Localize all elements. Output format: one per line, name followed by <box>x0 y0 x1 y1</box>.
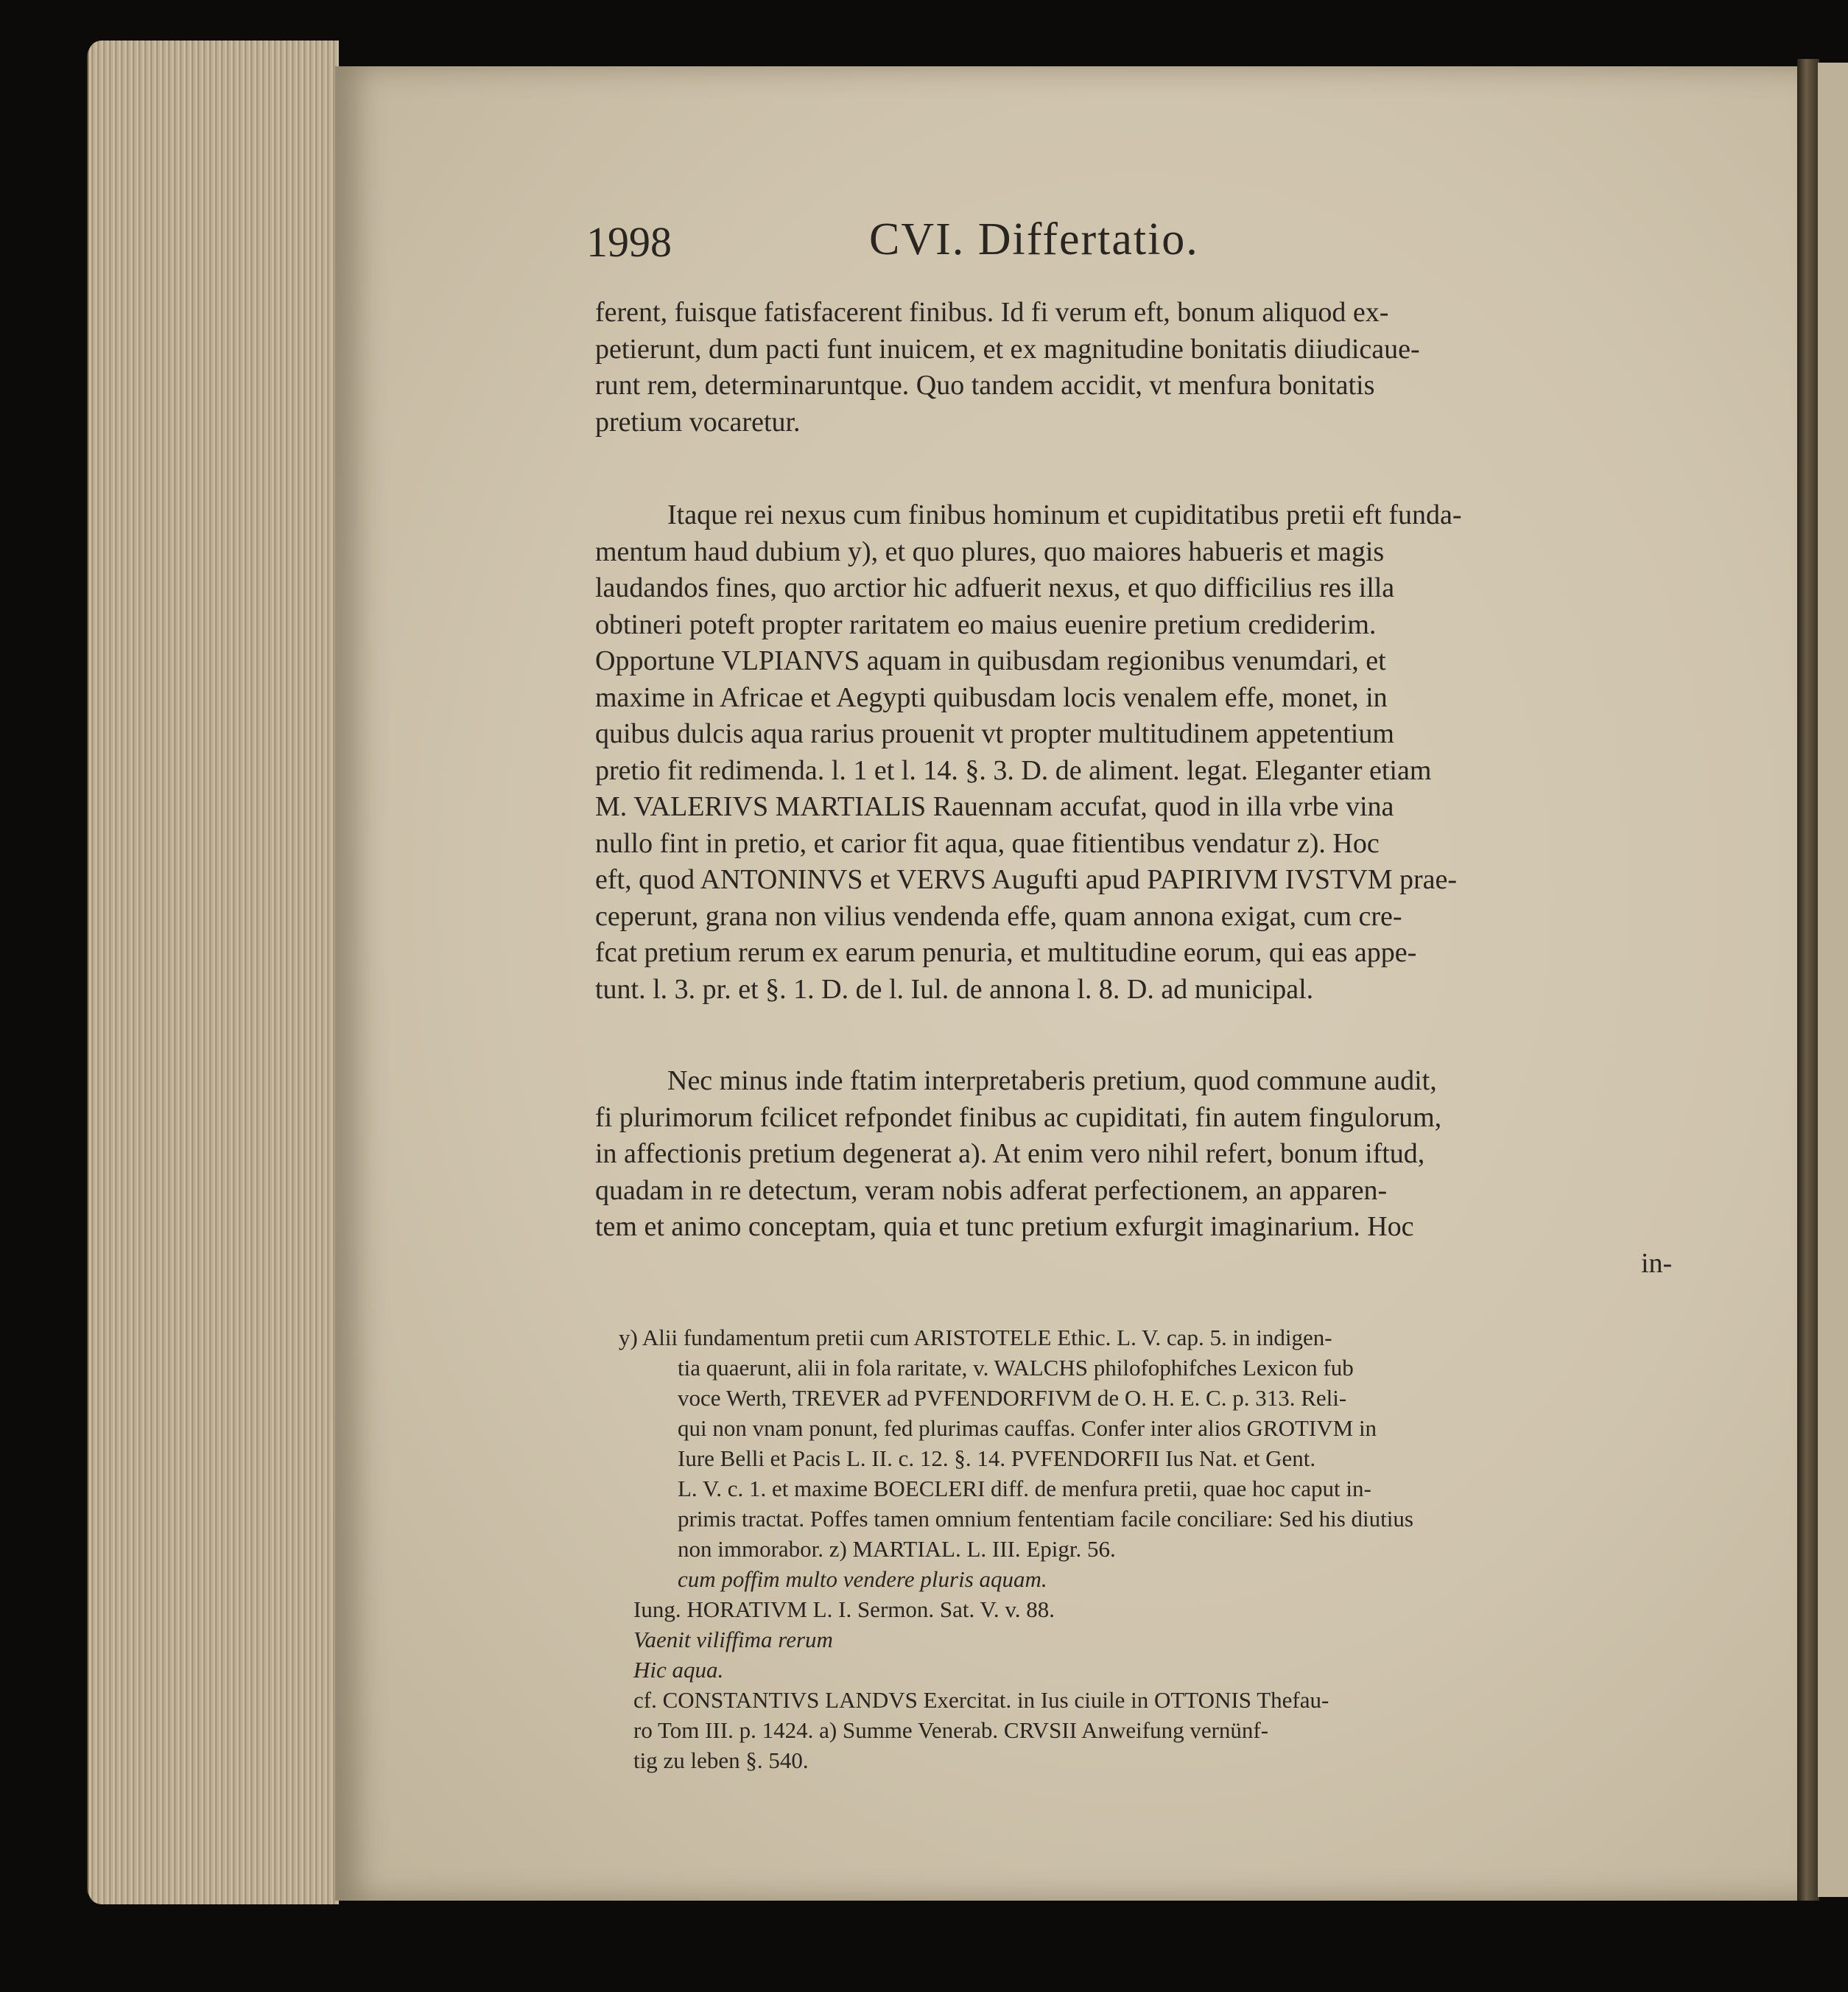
text-line: eft, quod ANTONINVS et VERVS Augufti apud PAPIRIVM IVSTVM prae- <box>595 864 1458 895</box>
text-line: obtineri poteft propter raritatem eo maius euenire pretium crediderim. <box>595 609 1377 640</box>
footnote-line: Hic aqua. <box>633 1657 724 1683</box>
footnote-line: non immorabor. z) MARTIAL. L. III. Epigr. 56. <box>678 1536 1116 1562</box>
text-line: in affectionis pretium degenerat a). At enim vero nihil refert, bonum iftud, <box>595 1138 1425 1169</box>
text-line: maxime in Africae et Aegypti quibusdam locis venalem effe, monet, in <box>595 681 1388 713</box>
footnote-line: qui non vnam ponunt, fed plurimas cauffas. Confer inter alios GROTIVM in <box>678 1415 1377 1441</box>
paragraph-2 <box>595 497 1462 1008</box>
text-line: Opportune VLPIANVS aquam in quibusdam regionibus venumdari, et <box>595 645 1386 676</box>
paragraph-3 <box>595 1063 1441 1246</box>
footnote-line: cf. CONSTANTIVS LANDVS Exercitat. in Ius ciuile in OTTONIS Thefau- <box>633 1687 1329 1713</box>
footnote-line: primis tractat. Poffes tamen omnium fententiam facile conciliare: Sed his diutius <box>678 1506 1413 1532</box>
text-line: pretium vocaretur. <box>595 406 801 438</box>
text-line: Itaque rei nexus cum finibus hominum et cupiditatibus pretii eft funda- <box>667 499 1462 530</box>
footnote-line: cum poffim multo vendere pluris aquam. <box>678 1566 1047 1592</box>
text-line: nullo fint in pretio, et carior fit aqua, quae fitientibus vendatur z). Hoc <box>595 827 1380 859</box>
footnote-line: Vaenit viliffima rerum <box>633 1627 833 1652</box>
text-line: pretio fit redimenda. l. 1 et l. 14. §. 3. D. de aliment. legat. Eleganter etiam <box>595 754 1432 786</box>
text-line: ceperunt, grana non vilius vendenda effe, quam annona exigat, cum cre- <box>595 900 1402 932</box>
text-line: tunt. l. 3. pr. et §. 1. D. de l. Iul. de annona l. 8. D. ad municipal. <box>595 973 1314 1005</box>
catchword: in- <box>1641 1248 1673 1279</box>
text-line: runt rem, determinaruntque. Quo tandem accidit, vt menfura bonitatis <box>595 370 1375 401</box>
book-gutter <box>1797 59 1819 1901</box>
footnote-line: tia quaerunt, alii in fola raritate, v. WALCHS philofophifches Lexicon fub <box>678 1355 1354 1381</box>
footnote-line: Iung. HORATIVM L. I. Sermon. Sat. V. v. 88. <box>633 1596 1055 1622</box>
text-line: fcat pretium rerum ex earum penuria, et multitudine eorum, qui eas appe- <box>595 937 1417 968</box>
text-line: M. VALERIVS MARTIALIS Rauennam accufat, quod in illa vrbe vina <box>595 791 1394 822</box>
text-line: tem et animo conceptam, quia et tunc pretium exfurgit imaginarium. Hoc <box>595 1211 1414 1242</box>
text-line: mentum haud dubium y), et quo plures, quo maiores habueris et magis <box>595 536 1385 567</box>
text-line: quadam in re detectum, veram nobis adferat perfectionem, an apparen- <box>595 1174 1388 1206</box>
footnote-line: Iure Belli et Pacis L. II. c. 12. §. 14. PVFENDORFII Ius Nat. et Gent. <box>678 1445 1316 1471</box>
text-line: ferent, fuisque fatisfacerent finibus. Id fi verum eft, bonum aliquod ex- <box>595 297 1389 328</box>
footnotes <box>619 1322 1413 1775</box>
facing-page-edge <box>1818 63 1848 1897</box>
footnote-line: tig zu leben §. 540. <box>633 1747 809 1773</box>
page-edges <box>88 41 339 1904</box>
text-line: laudandos fines, quo arctior hic adfuerit nexus, et quo difficilius res illa <box>595 572 1395 603</box>
text-line: quibus dulcis aqua rarius prouenit vt propter multitudinem appetentium <box>595 718 1394 749</box>
footnote-line: voce Werth, TREVER ad PVFENDORFIVM de O. H. E. C. p. 313. Reli- <box>678 1385 1347 1411</box>
page-number: 1998 <box>586 218 672 266</box>
footnote-line: L. V. c. 1. et maxime BOECLERI diff. de menfura pretii, quae hoc caput in- <box>678 1476 1371 1501</box>
paragraph-1 <box>595 295 1420 441</box>
footnote-line: ro Tom III. p. 1424. a) Summe Venerab. CRVSII Anweifung vernünf- <box>633 1717 1269 1743</box>
text-line: Nec minus inde ftatim interpretaberis pretium, quod commune audit, <box>667 1065 1437 1096</box>
page-running-title: CVI. Differtatio. <box>869 214 1199 264</box>
footnote-line: y) Alii fundamentum pretii cum ARISTOTELE Ethic. L. V. cap. 5. in indigen- <box>619 1325 1332 1350</box>
text-line: fi plurimorum fcilicet refpondet finibus ac cupiditati, fin autem fingulorum, <box>595 1101 1442 1133</box>
text-line: petierunt, dum pacti funt inuicem, et ex magnitudine bonitatis diiudicaue- <box>595 333 1420 365</box>
